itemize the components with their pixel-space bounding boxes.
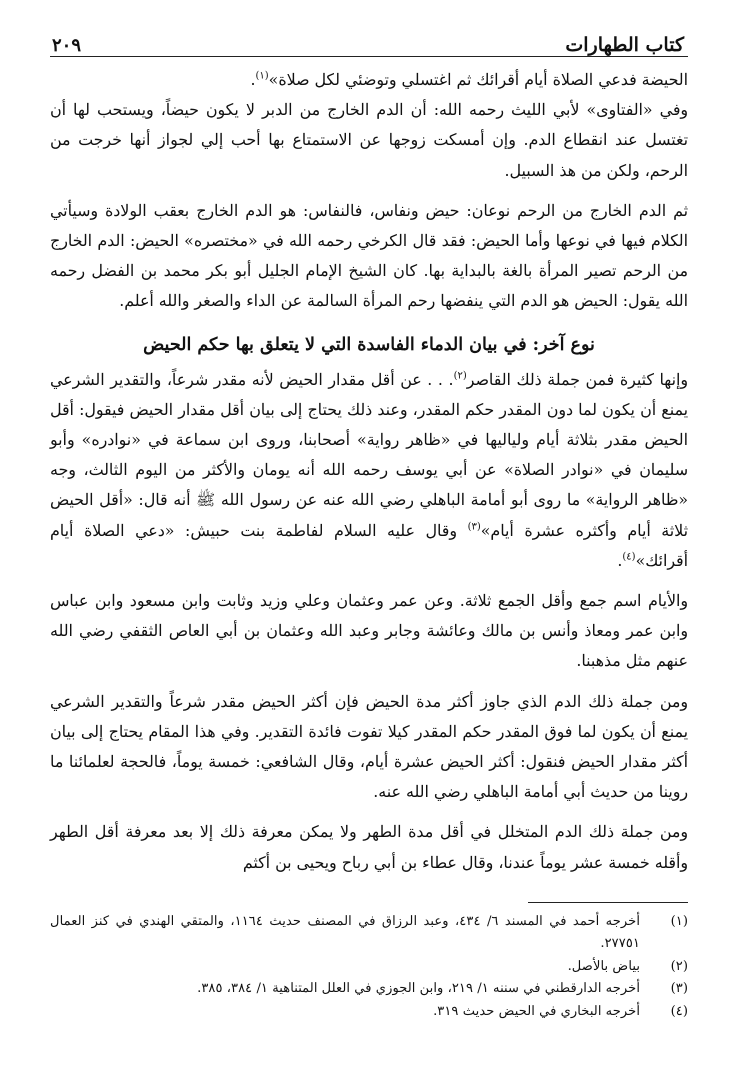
footnote-separator	[528, 902, 688, 903]
paragraph-2: وفي «الفتاوى» لأبي الليث رحمه الله: أن الدم الخارج من الدبر لا يكون حيضاً، ويستحب لها أن تغتسل عند انقطاع الدم. وإن أمسكت زوجها عن الاستمتاع بها أحب إلي لجواز أنها خرجت من الرحم، ولكن من هذ السبيل.	[50, 100, 688, 180]
page-number: ٢٠٩	[52, 35, 82, 56]
footnote-ref-3: (٣)	[467, 521, 481, 533]
paragraph-1	[50, 65, 688, 95]
paragraph-4-d: .	[617, 550, 623, 570]
paragraph-4-b: . . . عن أقل مقدار الحيض لأنه مقدر شرعاً، والتقدير الشرعي يمنع أن يكون لما دون المقدر حكم المقدر، وعند ذلك يحتاج إلى بيان أقل مقدار الحيض فيقول: أقل الحيض مقدر بثلاثة أيام ولياليها في «ظاهر رواية» أصحابنا، وروى ابن سماعة في «نوادره» وأبو سليمان في «نوادر الصلاة» عن أبي يوسف رحمه الله أنه يومان والأكثر من اليوم الثالث، وجه «ظاهر الرواية» ما روى أبو أمامة الباهلي رضي الله عنه عن رسول الله ﷺ أنه قال: «أقل الحيض ثلاثة أيام وأكثره عشرة أيام»	[50, 369, 688, 540]
footnote-text: أخرجه الدارقطني في سننه ١/ ٢١٩، وابن الجوزي في العلل المتناهية ١/ ٣٨٤، ٣٨٥.	[197, 981, 640, 997]
footnote-text: أخرجه أحمد في المسند ٦/ ٤٣٤، وعبد الرزاق في المصنف حديث ١١٦٤، والمتقي الهندي في كنز العمال ٢٧٧٥١.	[50, 913, 640, 952]
footnote-number: (١)	[670, 913, 688, 929]
footnotes	[50, 911, 688, 1024]
paragraph-3: ثم الدم الخارج من الرحم نوعان: حيض ونفاس، فالنفاس: هو الدم الخارج بعقب الولادة وسيأتي الكلام فيها في نوعها وأما الحيض: فقد قال الكرخي رحمه الله في «مختصره» الحيض: الدم الخارج من الرحم تصير المرأة بالغة بالبداية بها. كان الشيخ الإمام الجليل أبو بكر محمد بن الفضل رحمه الله يقول: الحيض هو الدم التي ينفضها رحم المرأة السالمة عن الداء والصغر والله أعلم.	[50, 200, 688, 311]
footnote-item	[50, 956, 688, 979]
footnote-text: أخرجه البخاري في الحيض حديث ٣١٩.	[433, 1003, 640, 1019]
paragraph-1-text: الحيضة فدعي الصلاة أيام أقرائك ثم اغتسلي وتوضئي لكل صلاة»	[268, 70, 688, 89]
paragraph-4	[50, 365, 688, 576]
footnote-ref-1: (١)	[255, 70, 269, 82]
footnote-text: بياض بالأصل.	[567, 958, 640, 974]
footnote-number: (٣)	[670, 981, 688, 997]
paragraph-4-c: وقال عليه السلام لفاطمة بنت حبيش: «دعي الصلاة أيام أقرائك»	[50, 520, 688, 570]
main-text	[50, 65, 688, 878]
footnote-item	[50, 1001, 688, 1024]
paragraph-4-a: وإنها كثيرة فمن جملة ذلك القاصر	[466, 369, 688, 389]
chapter-title: كتاب الطهارات	[565, 34, 684, 56]
footnote-item	[50, 978, 688, 1001]
running-header	[50, 22, 688, 57]
footnote-number: (٢)	[670, 958, 688, 974]
paragraph-7: ومن جملة ذلك الدم المتخلل في أقل مدة الطهر ولا يمكن معرفة ذلك إلا بعد معرفة أقل الطهر وأقله خمسة عشر يوماً عندنا، وقال عطاء بن أبي رباح ويحيى بن أكثم	[50, 822, 688, 872]
paragraph-5: والأيام اسم جمع وأقل الجمع ثلاثة. وعن عمر وعثمان وعلي وزيد وثابت وابن مسعود وابن عباس وابن عمر ومعاذ وأنس بن مالك وعائشة وجابر وعبد الله وعثمان بن أبي العاص الثقفي رضي الله عنهم مثل مذهبنا.	[50, 591, 688, 671]
footnote-ref-2: (٢)	[453, 370, 467, 382]
footnote-number: (٤)	[670, 1003, 688, 1019]
paragraph-1-tail: .	[250, 70, 256, 89]
footnote-item	[50, 911, 688, 956]
section-heading: نوع آخر: في بيان الدماء الفاسدة التي لا يتعلق بها حكم الحيض	[143, 334, 595, 355]
footnote-ref-4: (٤)	[622, 551, 636, 563]
paragraph-6: ومن جملة ذلك الدم الذي جاوز أكثر مدة الحيض فإن أكثر الحيض مقدر شرعاً والتقدير الشرعي يمنع أن يكون لما فوق المقدر حكم المقدر كيلا تفوت فائدة التقدير. وفي هذا المقام يحتاج إلى بيان أكثر مقدار الحيض فنقول: أكثر الحيض عشرة أيام، وقال الشافعي: خمسة يوماً، فالحجة لعلمائنا ما روينا من حديث أبي أمامة الباهلي رضي الله عنه.	[50, 691, 688, 802]
